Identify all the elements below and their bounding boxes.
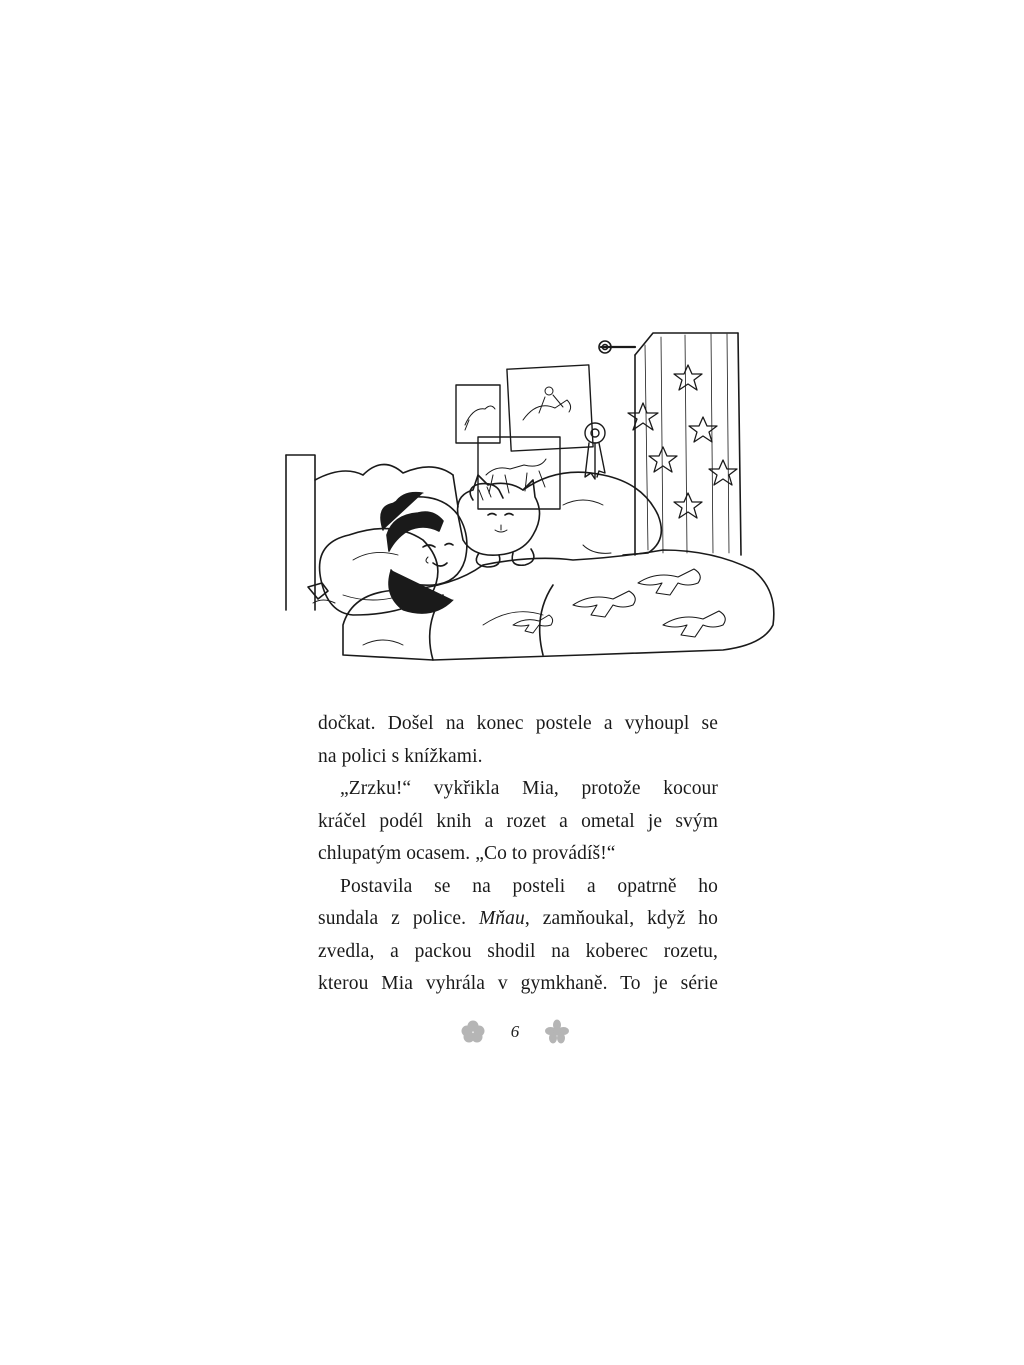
text-line: na polici s knížkami. bbox=[318, 745, 483, 767]
curtain bbox=[599, 333, 741, 555]
text-line: „Zrzku!“ vykřikla Mia, protože kocour bbox=[340, 778, 718, 799]
page-number: 6 bbox=[510, 1022, 520, 1041]
text-line: Postavila se na posteli a opatrně ho bbox=[340, 875, 718, 897]
text-line: kterou Mia vyhrála v gymkhaně. To je série bbox=[318, 973, 718, 994]
italic-word: Mňau bbox=[478, 908, 525, 929]
bedroom-illustration bbox=[283, 325, 783, 680]
page-footer bbox=[460, 1016, 570, 1048]
text-line-mixed bbox=[318, 903, 718, 936]
text-line: dočkat. Došel na konec postele a vyhoupl se bbox=[318, 713, 718, 734]
text-line: chlupatým ocasem. „Co to provádíš!“ bbox=[318, 843, 616, 864]
text-line: zvedla, a packou shodil na koberec rozetu, bbox=[318, 940, 718, 962]
text-segment: sundala z police. bbox=[318, 908, 479, 929]
text-line: kráčel podél knih a rozet a ometal je svým bbox=[318, 810, 718, 832]
body-text bbox=[318, 708, 718, 1001]
flower-ornament-icon bbox=[460, 1019, 486, 1045]
text-segment: , zamňoukal, když ho bbox=[524, 908, 718, 929]
flower-ornament-icon bbox=[544, 1019, 570, 1045]
